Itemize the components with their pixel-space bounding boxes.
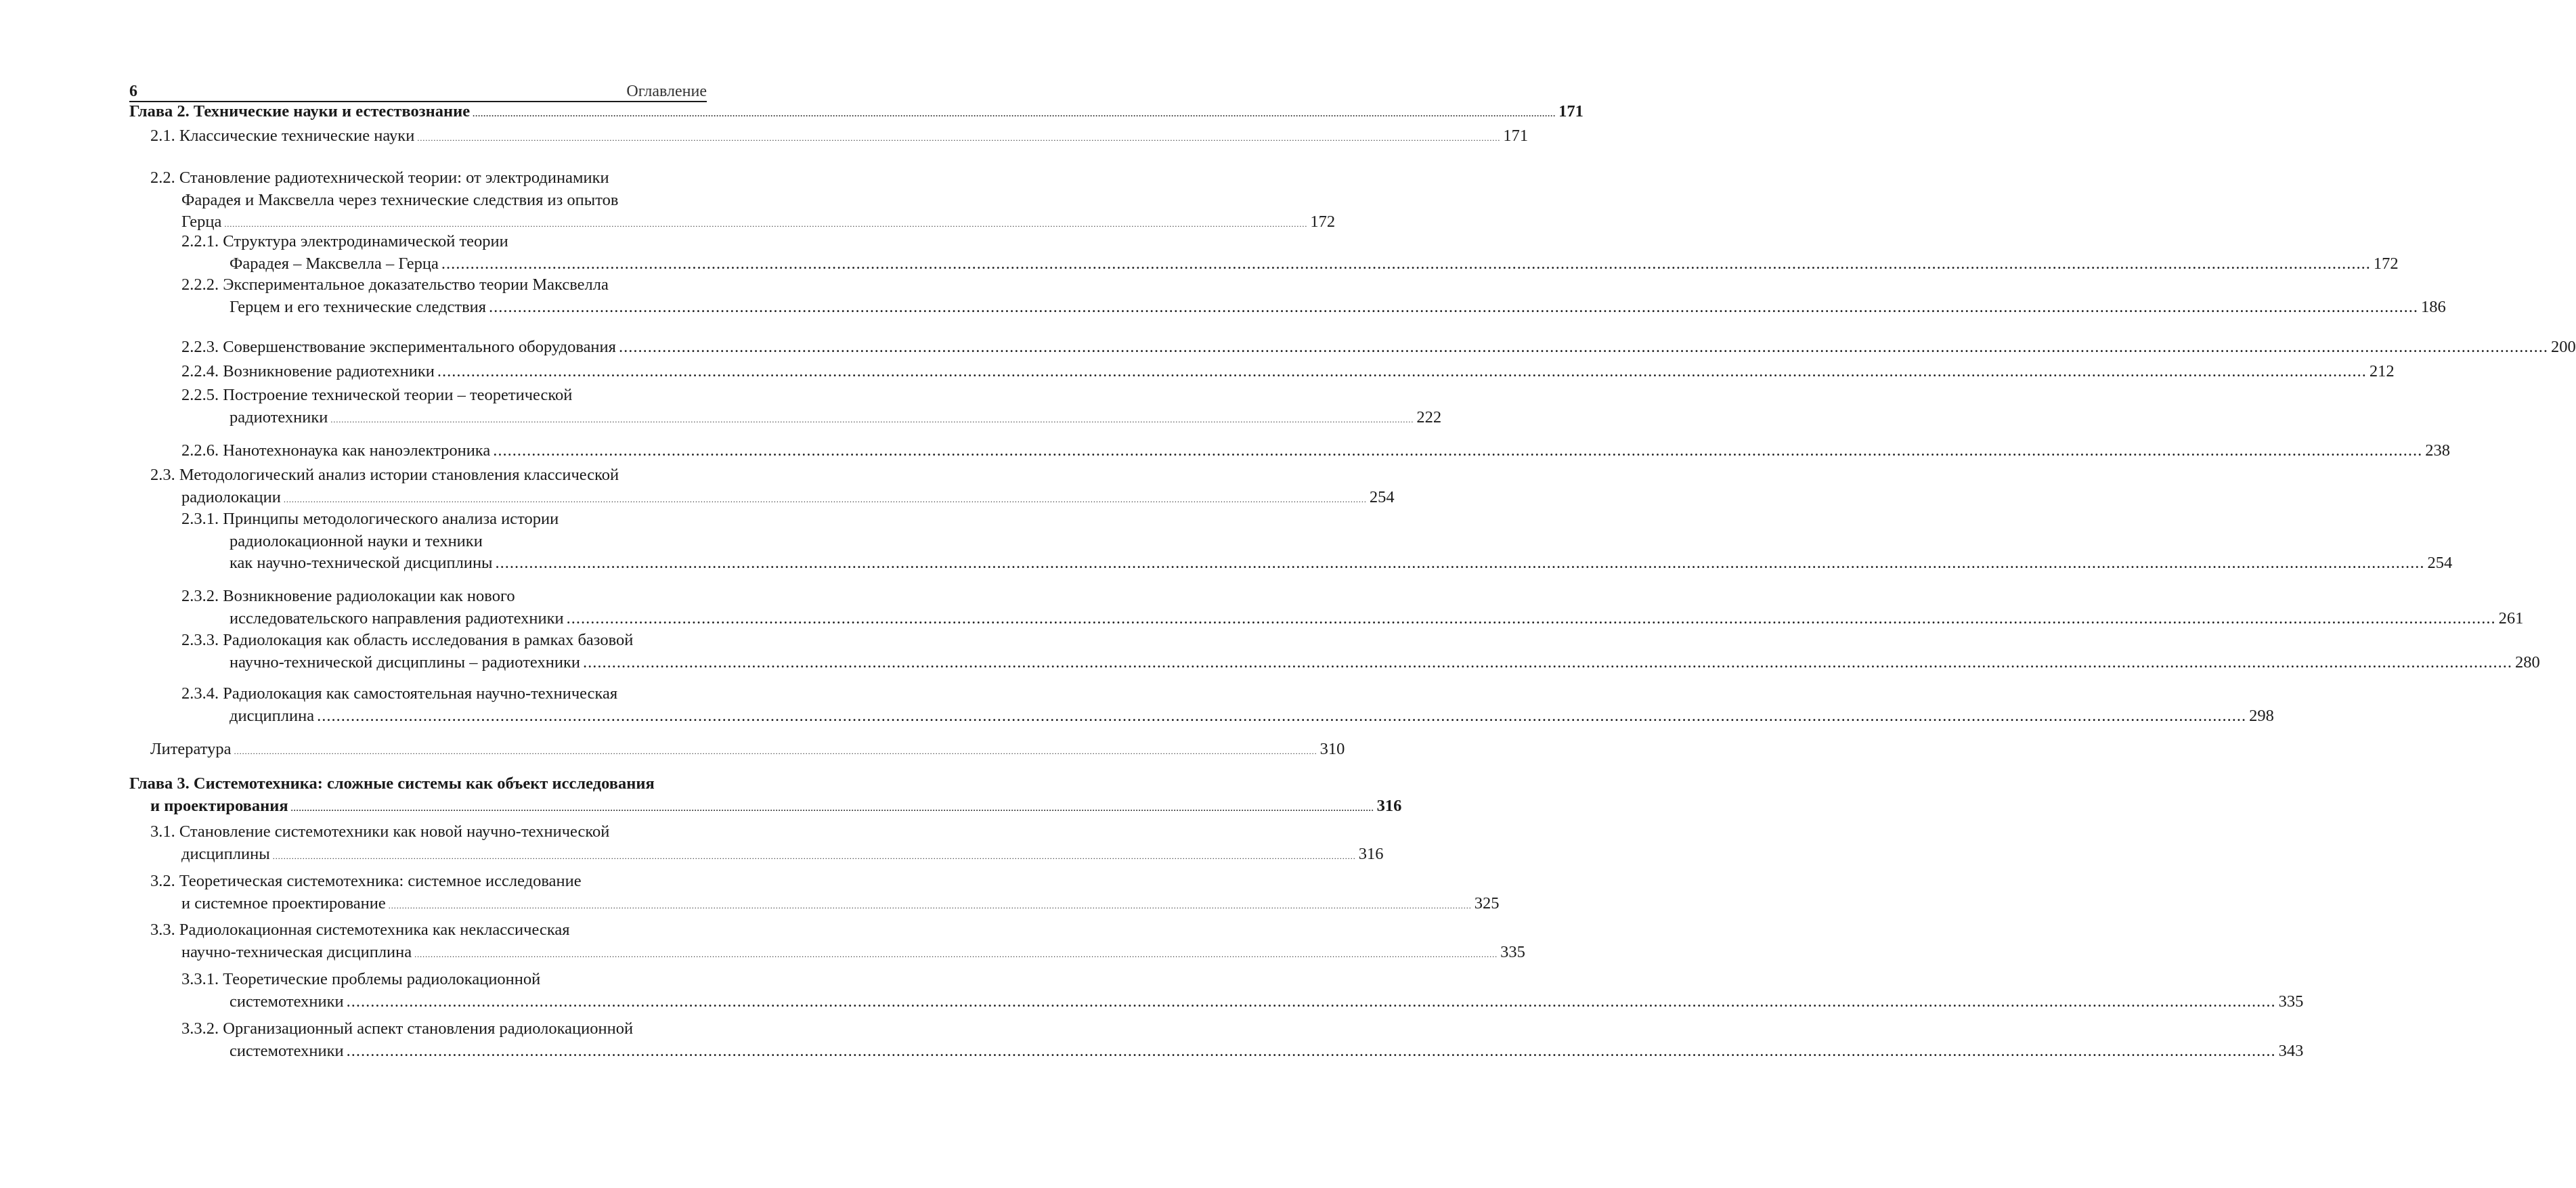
toc-entry-text: и проектирования — [150, 796, 288, 815]
toc-entry-text: 3.3.2. Организационный аспект становления радиолокационной — [181, 1019, 634, 1038]
toc-entry-text: системотехники — [230, 992, 344, 1011]
toc-entry — [0, 871, 1500, 917]
toc-page-number: 325 — [1474, 894, 1500, 912]
toc-entry-last-line — [0, 487, 1395, 511]
toc-entry-text: 2.2.6. Нанотехнонаука как наноэлектроника — [181, 441, 491, 460]
toc-entry-last-line — [0, 101, 1584, 125]
page-number: 6 — [129, 83, 137, 100]
toc-entry-last-line — [0, 552, 2453, 575]
toc-entry — [0, 919, 1525, 965]
toc-page-number: 254 — [1369, 487, 1395, 506]
dot-leader: ................................................................................................................................................................................................................................................................................................................................................................................................................ — [283, 494, 1367, 504]
toc-entry — [0, 274, 2446, 318]
toc-page-number: 200 — [2550, 338, 2576, 356]
toc-entry — [0, 586, 2524, 630]
toc-page-number: 186 — [2421, 297, 2446, 316]
dot-leader: ................................................................................................................................................................................................................................................................................................................................................................................................................ — [224, 219, 1308, 229]
toc-entry — [0, 739, 1345, 763]
dot-leader: ................................................................................................................................................................................................................................................................................................................................................................................................................ — [234, 747, 1317, 756]
toc-page-number: 222 — [1416, 408, 1442, 426]
toc-entry-text: 2.1. Классические технические науки — [150, 127, 415, 145]
dot-leader: ................................................................................................................................................................................................................................................................................................................................................................................................................ — [317, 706, 2247, 725]
toc-entry-last-line — [0, 795, 1402, 820]
toc-entry — [0, 773, 1402, 819]
toc-entry — [0, 821, 1384, 867]
toc-entry-last-line — [0, 1040, 2304, 1063]
toc-page-number: 171 — [1558, 102, 1584, 120]
dot-leader: ................................................................................................................................................................................................................................................................................................................................................................................................................ — [495, 554, 2425, 572]
toc-entry-text: 2.3. Методологический анализ истории становления классической — [150, 466, 619, 484]
dot-leader: ................................................................................................................................................................................................................................................................................................................................................................................................................ — [290, 803, 1374, 813]
toc-entry-last-line — [0, 440, 2450, 462]
toc-entry-text: Герцем и его технические следствия — [230, 297, 487, 316]
toc-entry — [0, 683, 2274, 727]
toc-entry — [0, 384, 1442, 431]
toc-entry-text: радиолокации — [181, 487, 281, 506]
toc-entry-text: 3.2. Теоретическая системотехника: системное исследование — [150, 872, 582, 890]
dot-leader: ................................................................................................................................................................................................................................................................................................................................................................................................................ — [566, 609, 2496, 628]
toc-entry — [0, 231, 2399, 275]
dot-leader: ................................................................................................................................................................................................................................................................................................................................................................................................................ — [493, 441, 2423, 460]
toc-page-number: 316 — [1376, 796, 1402, 815]
toc-page-number: 171 — [1503, 127, 1529, 145]
toc-entry-last-line — [0, 843, 1384, 868]
toc-entry-text: исследовательского направления радиотехники — [230, 609, 564, 628]
toc-entry — [0, 630, 2540, 674]
toc-page-number: 280 — [2514, 653, 2540, 672]
toc-entry — [0, 1018, 2304, 1062]
toc-entry-text: дисциплины — [181, 844, 270, 863]
toc-entry-text: дисциплина — [230, 706, 315, 725]
toc-entry-last-line — [0, 705, 2274, 728]
toc-page-number: 172 — [1310, 213, 1336, 231]
toc-entry — [0, 336, 2576, 359]
toc-entry — [0, 167, 1336, 236]
toc-entry-last-line — [0, 125, 1529, 150]
toc-entry-text: 2.2.4. Возникновение радиотехники — [181, 362, 435, 380]
toc-entry-last-line — [0, 739, 1345, 763]
toc-entry-text: Глава 2. Технические науки и естествознание — [129, 102, 471, 120]
toc-entry-text: 3.3.1. Теоретические проблемы радиолокационной — [181, 970, 541, 988]
toc-entry-text: и системное проектирование — [181, 894, 386, 912]
toc-entry-text: 2.2.2. Экспериментальное доказательство теории Максвелла — [181, 276, 609, 294]
toc-page-number: 172 — [2373, 254, 2399, 273]
toc-entry-last-line — [0, 361, 2395, 383]
dot-leader: ................................................................................................................................................................................................................................................................................................................................................................................................................ — [388, 900, 1472, 910]
toc-page-number: 254 — [2427, 554, 2453, 572]
toc-entry-last-line — [0, 296, 2446, 319]
toc-entry-text: 2.3.1. Принципы методологического анализа истории — [181, 510, 559, 528]
toc-entry — [0, 464, 1395, 510]
toc-entry-last-line — [0, 336, 2576, 359]
toc-entry-text: Литература — [150, 740, 232, 758]
toc-page-number: 343 — [2278, 1041, 2304, 1060]
dot-leader: ................................................................................................................................................................................................................................................................................................................................................................................................................ — [346, 1041, 2276, 1060]
dot-leader: ................................................................................................................................................................................................................................................................................................................................................................................................................ — [417, 133, 1501, 143]
toc-entry-text: радиолокационной науки и техники — [230, 531, 483, 550]
toc-page-number: 298 — [2249, 706, 2274, 725]
dot-leader: ................................................................................................................................................................................................................................................................................................................................................................................................................ — [272, 851, 1356, 861]
toc-entry — [0, 969, 2304, 1013]
toc-entry-last-line — [0, 991, 2304, 1013]
toc-entry-last-line — [0, 652, 2540, 674]
toc-entry-text: радиотехники — [230, 408, 328, 426]
toc-entry — [0, 361, 2395, 383]
toc-entry-text: 2.2.1. Структура электродинамической теории — [181, 232, 508, 250]
toc-page-number: 310 — [1319, 740, 1345, 758]
toc-entry-text: 2.3.4. Радиолокация как самостоятельная научно-техническая — [181, 684, 618, 703]
toc-entry-text: 2.2.5. Построение технической теории – теоретической — [181, 386, 573, 404]
toc-entry — [0, 125, 1529, 150]
toc-entry-text: Фарадея и Максвелла через технические следствия из опытов — [181, 190, 619, 209]
dot-leader: ................................................................................................................................................................................................................................................................................................................................................................................................................ — [346, 992, 2276, 1011]
toc-entry-last-line — [0, 608, 2524, 630]
toc-entry-last-line — [0, 407, 1442, 431]
toc-entry — [0, 440, 2450, 462]
toc-entry-text: Фарадея – Максвелла – Герца — [230, 254, 439, 273]
toc-entry-last-line — [0, 942, 1525, 966]
dot-leader: ................................................................................................................................................................................................................................................................................................................................................................................................................ — [489, 297, 2419, 316]
toc-page-number: 238 — [2425, 441, 2450, 460]
toc-page-number: 316 — [1358, 844, 1384, 863]
toc-entry-text: научно-техническая дисциплина — [181, 942, 412, 961]
dot-leader: ................................................................................................................................................................................................................................................................................................................................................................................................................ — [441, 254, 2371, 273]
toc-entry — [0, 508, 2453, 575]
toc-entry-text: 2.3.3. Радиолокация как область исследования в рамках базовой — [181, 631, 634, 649]
toc-entry-text: 3.1. Становление системотехники как новой научно-технической — [150, 822, 610, 841]
toc-entry-text: Глава 3. Системотехника: сложные системы как объект исследования — [129, 774, 655, 793]
running-title: Оглавление — [626, 83, 707, 100]
dot-leader: ................................................................................................................................................................................................................................................................................................................................................................................................................ — [582, 653, 2512, 672]
dot-leader: ................................................................................................................................................................................................................................................................................................................................................................................................................ — [473, 109, 1556, 118]
toc-entry-text: как научно-технической дисциплины — [230, 554, 493, 572]
dot-leader: ................................................................................................................................................................................................................................................................................................................................................................................................................ — [618, 338, 2548, 356]
toc-page-number: 335 — [2278, 992, 2304, 1011]
toc-entry-last-line — [0, 893, 1500, 917]
toc-entry-text: научно-технической дисциплины – радиотехники — [230, 653, 580, 672]
toc-entry-text: системотехники — [230, 1041, 344, 1060]
toc-entry-text: 2.2.3. Совершенствование экспериментального оборудования — [181, 338, 616, 356]
dot-leader: ................................................................................................................................................................................................................................................................................................................................................................................................................ — [414, 949, 1498, 959]
dot-leader: ................................................................................................................................................................................................................................................................................................................................................................................................................ — [330, 414, 1414, 424]
toc-page-number: 261 — [2498, 609, 2524, 628]
toc-entry-last-line — [0, 253, 2399, 276]
toc-entry-text: 2.2. Становление радиотехнической теории: от электродинамики — [150, 169, 609, 187]
toc-entry — [0, 101, 1584, 125]
toc-entry-text: 2.3.2. Возникновение радиолокации как нового — [181, 587, 515, 605]
dot-leader: ................................................................................................................................................................................................................................................................................................................................................................................................................ — [437, 362, 2367, 380]
toc-entry-text: Герца — [181, 213, 222, 231]
toc-entry-text: 3.3. Радиолокационная системотехника как неклассическая — [150, 921, 570, 939]
toc-page-number: 335 — [1500, 942, 1525, 961]
toc-page-number: 212 — [2369, 362, 2395, 380]
